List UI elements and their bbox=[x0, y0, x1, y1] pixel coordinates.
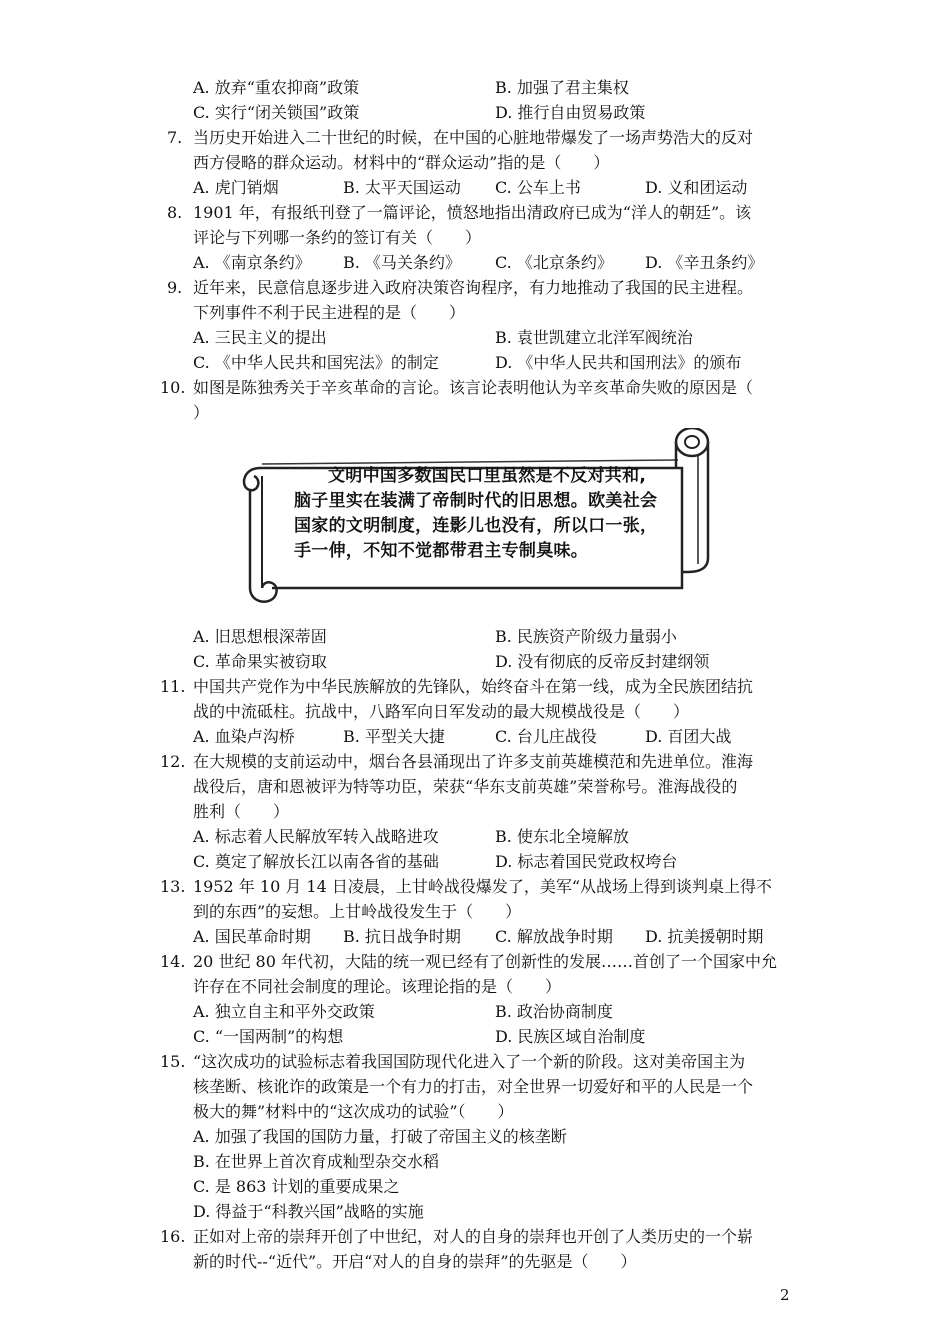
q15-stem-line: 核垄断、核讹诈的政策是一个有力的打击，对全世界一切爱好和平的人民是一个 bbox=[193, 1077, 754, 1096]
q12-number: 12. bbox=[160, 752, 186, 771]
q8-option-c: C. 《北京条约》 bbox=[495, 253, 613, 272]
q10-option-d: D. 没有彻底的反帝反封建纲领 bbox=[495, 652, 710, 671]
q15-option-b: B. 在世界上首次育成籼型杂交水稻 bbox=[193, 1152, 439, 1171]
q8-stem-line: 评论与下列哪一条约的签订有关（ ） bbox=[193, 228, 482, 247]
q11-stem-line: 中国共产党作为中华民族解放的先锋队，始终奋斗在第一线，成为全民族团结抗 bbox=[193, 677, 754, 696]
q9-stem-line: 近年来，民意信息逐步进入政府决策咨询程序，有力地推动了我国的民主进程。 bbox=[193, 278, 754, 297]
q10-option-c: C. 革命果实被窃取 bbox=[193, 652, 327, 671]
q15-option-d: D. 得益于“科教兴国”战略的实施 bbox=[193, 1202, 424, 1221]
q15-stem-line: 极大的舞”材料中的“这次成功的试验”（ ） bbox=[193, 1102, 514, 1121]
q9-option-a: A. 三民主义的提出 bbox=[193, 328, 327, 347]
q8-option-a: A. 《南京条约》 bbox=[193, 253, 311, 272]
q12-stem-line: 战役后，唐和恩被评为特等功臣，荣获“华东支前英雄”荣誉称号。淮海战役的 bbox=[193, 777, 738, 796]
q12-stem-line: 胜利（ ） bbox=[193, 802, 290, 821]
q12-option-a: A. 标志着人民解放军转入战略进攻 bbox=[193, 827, 439, 846]
q13-stem-line: 到的东西”的妄想。上甘岭战役发生于（ ） bbox=[193, 902, 522, 921]
q6-option-d: D. 推行自由贸易政策 bbox=[495, 103, 646, 122]
q15-option-a: A. 加强了我国的国防力量，打破了帝国主义的核垄断 bbox=[193, 1127, 567, 1146]
q16-stem-line: 新的时代--“近代”。开启“对人的自身的崇拜”的先驱是（ ） bbox=[193, 1252, 637, 1271]
q14-option-c: C. “一国两制”的构想 bbox=[193, 1027, 344, 1046]
q15-option-c: C. 是 863 计划的重要成果之 bbox=[193, 1177, 400, 1196]
q13-option-b: B. 抗日战争时期 bbox=[343, 927, 461, 946]
q10-number: 10. bbox=[160, 378, 186, 397]
q14-option-b: B. 政治协商制度 bbox=[495, 1002, 613, 1021]
q8-option-b: B. 《马关条约》 bbox=[343, 253, 461, 272]
q12-stem-line: 在大规模的支前运动中，烟台各县涌现出了许多支前英雄模范和先进单位。淮海 bbox=[193, 752, 754, 771]
q12-option-d: D. 标志着国民党政权垮台 bbox=[495, 852, 678, 871]
q12-option-c: C. 奠定了解放长江以南各省的基础 bbox=[193, 852, 439, 871]
q7-stem-line: 当历史开始进入二十世纪的时候，在中国的心脏地带爆发了一场声势浩大的反对 bbox=[193, 128, 754, 147]
q14-stem-line: 20 世纪 80 年代初，大陆的统一观已经有了创新性的发展……首创了一个国家中允 bbox=[193, 952, 777, 971]
q13-option-c: C. 解放战争时期 bbox=[495, 927, 613, 946]
q16-stem-line: 正如对上帝的崇拜开创了中世纪，对人的自身的崇拜也开创了人类历史的一个崭 bbox=[193, 1227, 754, 1246]
q10-option-a: A. 旧思想根深蒂固 bbox=[193, 627, 327, 646]
q10-option-b: B. 民族资产阶级力量弱小 bbox=[495, 627, 677, 646]
q11-option-d: D. 百团大战 bbox=[645, 727, 732, 746]
q6-option-a: A. 放弃“重农抑商”政策 bbox=[193, 78, 360, 97]
scroll-quote bbox=[294, 464, 657, 564]
q15-stem-line: “这次成功的试验标志着我国国防现代化进入了一个新的阶段。这对美帝国主为 bbox=[193, 1052, 746, 1071]
q16-number: 16. bbox=[160, 1227, 186, 1246]
q14-number: 14. bbox=[160, 952, 186, 971]
q10-stem-line: ） bbox=[193, 403, 210, 422]
q10-stem-line: 如图是陈独秀关于辛亥革命的言论。该言论表明他认为辛亥革命失败的原因是（ bbox=[193, 378, 754, 397]
q11-option-a: A. 血染卢沟桥 bbox=[193, 727, 295, 746]
q15-number: 15. bbox=[160, 1052, 186, 1071]
q7-option-d: D. 义和团运动 bbox=[645, 178, 748, 197]
q9-number: 9. bbox=[167, 278, 183, 297]
q6-option-c: C. 实行“闭关锁国”政策 bbox=[193, 103, 360, 122]
q6-option-b: B. 加强了君主集权 bbox=[495, 78, 629, 97]
q11-option-b: B. 平型关大捷 bbox=[343, 727, 445, 746]
q9-option-d: D. 《中华人民共和国刑法》的颁布 bbox=[495, 353, 742, 372]
q14-option-d: D. 民族区域自治制度 bbox=[495, 1027, 646, 1046]
q11-option-c: C. 台儿庄战役 bbox=[495, 727, 597, 746]
q11-stem-line: 战的中流砥柱。抗战中，八路军向日军发动的最大规模战役是（ ） bbox=[193, 702, 690, 721]
scroll-quote-line: 脑子里实在装满了帝制时代的旧思想。欧美社会 bbox=[294, 491, 658, 511]
q9-stem-line: 下列事件不利于民主进程的是（ ） bbox=[193, 303, 466, 322]
q7-option-a: A. 虎门销烟 bbox=[193, 178, 279, 197]
q8-number: 8. bbox=[167, 203, 183, 222]
q8-option-d: D. 《辛丑条约》 bbox=[645, 253, 764, 272]
q13-stem-line: 1952 年 10 月 14 日凌晨，上甘岭战役爆发了，美军“从战场上得到谈判桌上得不 bbox=[193, 877, 773, 896]
q12-option-b: B. 使东北全境解放 bbox=[495, 827, 629, 846]
q7-option-c: C. 公车上书 bbox=[495, 178, 581, 197]
q9-option-b: B. 袁世凯建立北洋军阀统治 bbox=[495, 328, 693, 347]
q11-number: 11. bbox=[160, 677, 186, 696]
scroll-quote-line: 手一伸，不知不觉都带君主专制臭味。 bbox=[294, 541, 589, 561]
q7-number: 7. bbox=[167, 128, 183, 147]
q13-option-d: D. 抗美援朝时期 bbox=[645, 927, 764, 946]
scroll-quote-line: 文明中国多数国民口里虽然是不反对共和, bbox=[328, 466, 647, 486]
q13-option-a: A. 国民革命时期 bbox=[193, 927, 311, 946]
page-number: 2 bbox=[780, 1286, 790, 1304]
q7-stem-line: 西方侵略的群众运动。材料中的“群众运动”指的是（ ） bbox=[193, 153, 610, 172]
q13-number: 13. bbox=[160, 877, 186, 896]
q9-option-c: C. 《中华人民共和国宪法》的制定 bbox=[193, 353, 439, 372]
scroll-quote-line: 国家的文明制度，连影儿也没有，所以口一张， bbox=[294, 516, 658, 536]
q14-stem-line: 许存在不同社会制度的理论。该理论指的是（ ） bbox=[193, 977, 562, 996]
q7-option-b: B. 太平天国运动 bbox=[343, 178, 461, 197]
q14-option-a: A. 独立自主和平外交政策 bbox=[193, 1002, 375, 1021]
quote-scroll-figure bbox=[232, 428, 717, 608]
q8-stem-line: 1901 年，有报纸刊登了一篇评论，愤怒地指出清政府已成为“洋人的朝廷”。该 bbox=[193, 203, 752, 222]
